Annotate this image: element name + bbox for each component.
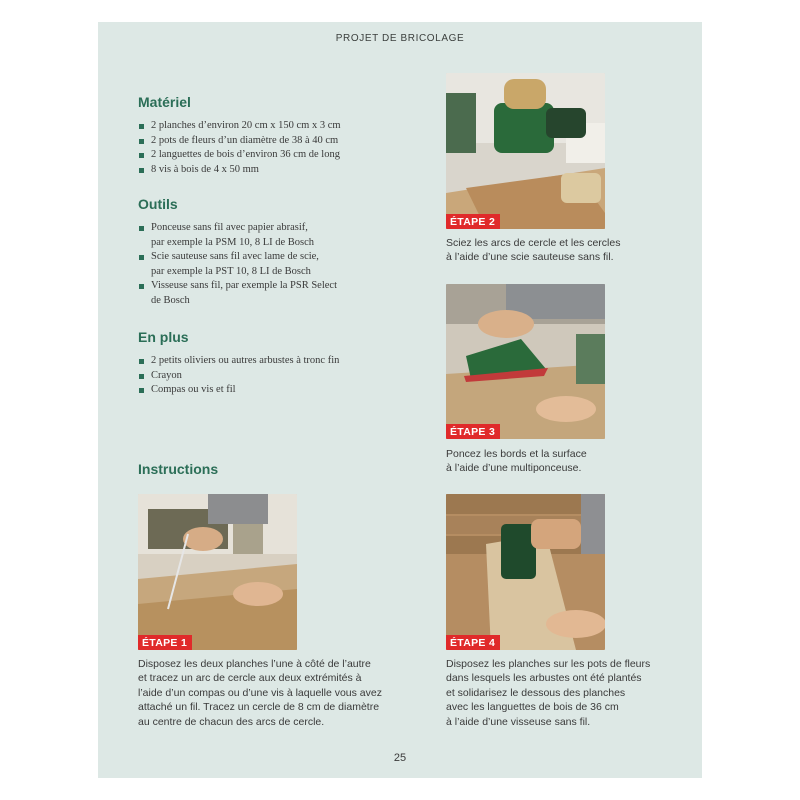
caption-line: à l’aide d’une visseuse sans fil. bbox=[446, 715, 591, 728]
document-page bbox=[98, 22, 702, 778]
en-plus-list bbox=[138, 354, 339, 398]
caption-line: Disposez les deux planches l’une à côté de l’autre bbox=[138, 658, 371, 670]
step-2-photo bbox=[446, 73, 605, 229]
outils-list bbox=[138, 221, 337, 308]
step-3-caption bbox=[446, 447, 587, 476]
list-item: Crayon bbox=[138, 369, 339, 384]
caption-line: à l’aide d’une multiponceuse. bbox=[446, 462, 582, 475]
caption-line: attaché un fil. Tracez un cercle de 8 cm de diamètre bbox=[138, 701, 380, 714]
step-4-badge: ÉTAPE 4 bbox=[446, 635, 500, 650]
step-1-badge: ÉTAPE 1 bbox=[138, 635, 192, 650]
list-item: 2 planches d’environ 20 cm x 150 cm x 3 cm bbox=[138, 119, 341, 134]
list-item: 2 petits oliviers ou autres arbustes à tronc fin bbox=[138, 354, 339, 369]
caption-line: dans lesquels les arbustes ont été plantés bbox=[446, 672, 642, 685]
list-item: 2 pots de fleurs d’un diamètre de 38 à 40 cm bbox=[138, 134, 341, 149]
section-title-materiel: Matériel bbox=[138, 94, 191, 110]
caption-line: Poncez les bords et la surface bbox=[446, 448, 587, 460]
list-item: 2 languettes de bois d’environ 36 cm de long bbox=[138, 148, 341, 163]
step-1-photo bbox=[138, 494, 297, 650]
list-item bbox=[138, 279, 337, 308]
list-item-line: Visseuse sans fil, par exemple la PSR Select bbox=[151, 280, 338, 291]
screwdriver-illustration bbox=[446, 494, 605, 650]
step-1-caption bbox=[138, 657, 382, 729]
list-item bbox=[138, 221, 337, 250]
caption-line: Sciez les arcs de cercle et les cercles bbox=[446, 237, 621, 249]
caption-line: au centre de chacun des arcs de cercle. bbox=[138, 715, 325, 728]
list-item-line: Ponceuse sans fil avec papier abrasif, bbox=[151, 222, 308, 233]
jigsaw-illustration bbox=[446, 73, 605, 229]
caption-line: l’aide d’un compas ou d’une vis à laquelle vous avez bbox=[138, 686, 382, 699]
step-3-photo bbox=[446, 284, 605, 439]
caption-line: avec les languettes de bois de 36 cm bbox=[446, 701, 619, 714]
step-4-caption bbox=[446, 657, 650, 729]
step-2-caption bbox=[446, 236, 620, 265]
step-3-badge: ÉTAPE 3 bbox=[446, 424, 500, 439]
caption-line: et tracez un arc de cercle aux deux extrémités à bbox=[138, 672, 362, 685]
list-item-line: par exemple la PSM 10, 8 LI de Bosch bbox=[151, 236, 315, 248]
caption-line: à l’aide d’une scie sauteuse sans fil. bbox=[446, 251, 614, 264]
step-2-badge: ÉTAPE 2 bbox=[446, 214, 500, 229]
page-number: 25 bbox=[393, 752, 407, 764]
step-4-photo bbox=[446, 494, 605, 650]
list-item-line: de Bosch bbox=[151, 294, 190, 306]
section-title-instructions: Instructions bbox=[138, 461, 219, 477]
list-item: Compas ou vis et fil bbox=[138, 383, 339, 398]
caption-line: et solidarisez le dessous des planches bbox=[446, 686, 626, 699]
list-item-line: Scie sauteuse sans fil avec lame de scie, bbox=[151, 251, 319, 262]
drawing-illustration bbox=[138, 494, 297, 650]
list-item-line: par exemple la PST 10, 8 LI de Bosch bbox=[151, 265, 311, 277]
materiel-list bbox=[138, 119, 341, 177]
section-title-outils: Outils bbox=[138, 196, 178, 212]
sander-illustration bbox=[446, 284, 605, 439]
list-item bbox=[138, 250, 337, 279]
list-item: 8 vis à bois de 4 x 50 mm bbox=[138, 163, 341, 178]
caption-line: Disposez les planches sur les pots de fleurs bbox=[446, 658, 651, 670]
section-title-en-plus: En plus bbox=[138, 329, 189, 345]
page-header: PROJET DE BRICOLAGE bbox=[335, 33, 465, 44]
